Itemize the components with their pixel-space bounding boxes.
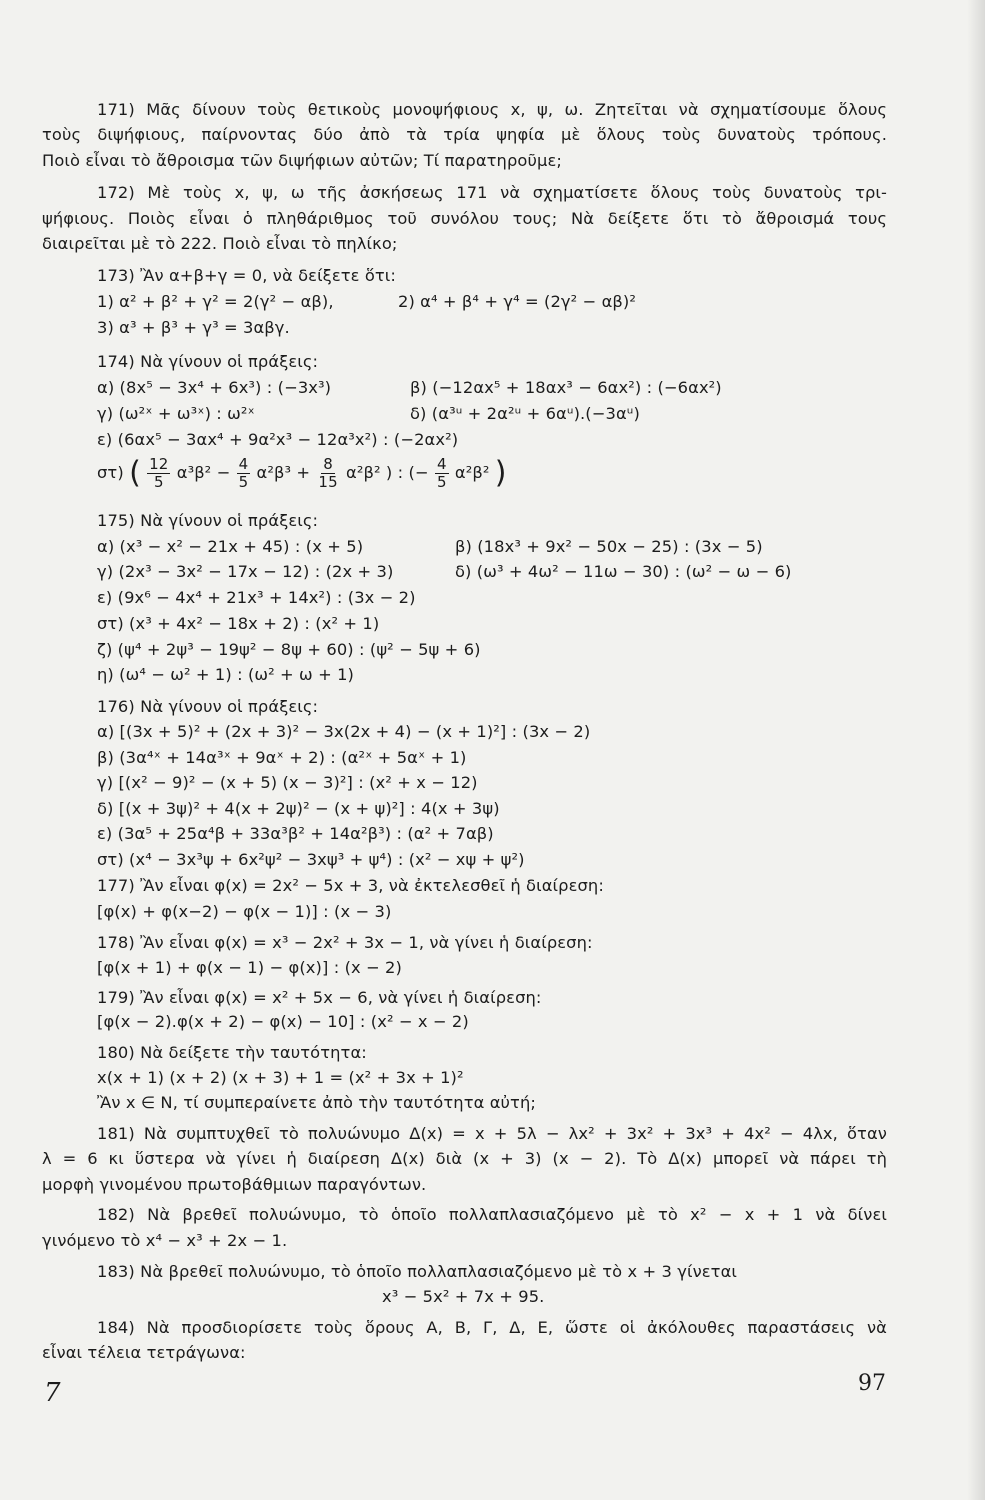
text-line: τοὺς διψήφιους, παίρνοντας δύο ἀπὸ τὰ τρία ψηφία μὲ ὅλους τοὺς δυνατοὺς τρόπους. bbox=[42, 125, 887, 144]
text-line: 175) Νὰ γίνουν οἱ πράξεις: bbox=[97, 511, 319, 530]
fraction: $\frac{4}{5}$ bbox=[436, 455, 447, 491]
text-line: ε) (9x⁶ − 4x⁴ + 21x³ + 14x²) : (3x − 2) bbox=[97, 588, 416, 607]
text-line: δ) [(x + 3ψ)² + 4(x + 2ψ)² − (x + ψ)²] : 4(x + 3ψ) bbox=[97, 799, 500, 818]
text-line: [φ(x + 1) + φ(x − 1) − φ(x)] : (x − 2) bbox=[97, 958, 402, 977]
text-line: Ποιὸ εἶναι τὸ ἄθροισμα τῶν διψήφιων αὐτῶν; Τί παρατηροῦμε; bbox=[42, 151, 562, 170]
text-line: 182) Νὰ βρεθεῖ πολυώνυμο, τὸ ὁποῖο πολλαπλασιαζόμενο μὲ τὸ x² − x + 1 νὰ δίνει bbox=[97, 1205, 887, 1224]
text-line: στ) (x⁴ − 3x³ψ + 6x²ψ² − 3xψ³ + ψ⁴) : (x² − xψ + ψ²) bbox=[97, 850, 525, 869]
text-line: 2) α⁴ + β⁴ + γ⁴ = (2γ² − αβ)² bbox=[398, 292, 636, 311]
text-line: εἶναι τέλεια τετράγωνα: bbox=[42, 1343, 246, 1362]
text-line: ζ) (ψ⁴ + 2ψ³ − 19ψ² − 8ψ + 60) : (ψ² − 5ψ + 6) bbox=[97, 640, 481, 659]
text-line: β) (18x³ + 9x² − 50x − 25) : (3x − 5) bbox=[455, 537, 763, 556]
text-line: ψήφιους. Ποιὸς εἶναι ὁ πληθάριθμος τοῦ συνόλου τους; Νὰ δείξετε ὅτι τὸ ἄθροισμά τους bbox=[42, 209, 887, 228]
text-line: Ἂν x ∈ N, τί συμπεραίνετε ἀπὸ τὴν ταυτότητα αὐτή; bbox=[97, 1093, 536, 1112]
text-line: 181) Νὰ συμπτυχθεῖ τὸ πολυώνυμο Δ(x) = x + 5λ − λx² + 3x² + 3x³ + 4x² − 4λx, ὅταν bbox=[97, 1124, 887, 1143]
text-line: διαιρεῖται μὲ τὸ 222. Ποιὸ εἶναι τὸ πηλίκο; bbox=[42, 234, 398, 253]
page-edge-shadow bbox=[967, 0, 985, 1500]
text-line: 176) Νὰ γίνουν οἱ πράξεις: bbox=[97, 697, 319, 716]
text-line: 184) Νὰ προσδιορίσετε τοὺς ὅρους Α, Β, Γ, Δ, Ε, ὥστε οἱ ἀκόλουθες παραστάσεις νὰ bbox=[97, 1318, 887, 1337]
text-line: 177) Ἂν εἶναι φ(x) = 2x² − 5x + 3, νὰ ἐκτελεσθεῖ ἡ διαίρεση: bbox=[97, 876, 604, 895]
text-line: η) (ω⁴ − ω² + 1) : (ω² + ω + 1) bbox=[97, 665, 354, 684]
open-paren: ( bbox=[129, 455, 141, 491]
text-line: δ) (α³ᵘ + 2α²ᵘ + 6αᵘ).(−3αᵘ) bbox=[410, 404, 640, 423]
text-line: μορφὴ γινομένου πρωτοβάθμιων παραγόντων. bbox=[42, 1175, 427, 1194]
text-line: β) (3α⁴ˣ + 14α³ˣ + 9αˣ + 2) : (α²ˣ + 5αˣ + 1) bbox=[97, 748, 467, 767]
text-line: 1) α² + β² + γ² = 2(γ² − αβ), bbox=[97, 292, 334, 311]
text-line: 178) Ἂν εἶναι φ(x) = x³ − 2x² + 3x − 1, νὰ γίνει ἡ διαίρεση: bbox=[97, 933, 593, 952]
text-line: 183) Νὰ βρεθεῖ πολυώνυμο, τὸ ὁποῖο πολλαπλασιαζόμενο μὲ τὸ x + 3 γίνεται bbox=[97, 1262, 738, 1281]
text-line: 3) α³ + β³ + γ³ = 3αβγ. bbox=[97, 318, 290, 337]
text-line: δ) (ω³ + 4ω² − 11ω − 30) : (ω² − ω − 6) bbox=[455, 562, 792, 581]
fraction: $\frac{4}{5}$ bbox=[238, 455, 249, 491]
text-line: α) (x³ − x² − 21x + 45) : (x + 5) bbox=[97, 537, 364, 556]
text-line: γινόμενο τὸ x⁴ − x³ + 2x − 1. bbox=[42, 1231, 288, 1250]
text-line: x(x + 1) (x + 2) (x + 3) + 1 = (x² + 3x + 1)² bbox=[97, 1068, 464, 1087]
text-line: 172) Μὲ τοὺς x, ψ, ω τῆς ἀσκήσεως 171 νὰ σχηματίσετε ὅλους τοὺς δυνατοὺς τρι- bbox=[97, 183, 887, 202]
text-line: ε) (6αx⁵ − 3αx⁴ + 9α²x³ − 12α³x²) : (−2αx²) bbox=[97, 430, 459, 449]
item-label: στ) bbox=[97, 463, 124, 482]
text-line: γ) (2x³ − 3x² − 17x − 12) : (2x + 3) bbox=[97, 562, 394, 581]
text-line: [φ(x − 2).φ(x + 2) − φ(x) − 10] : (x² − x − 2) bbox=[97, 1012, 469, 1031]
text-line: β) (−12αx⁵ + 18αx³ − 6αx²) : (−6αx²) bbox=[410, 378, 722, 397]
text-line: λ = 6 κι ὕστερα νὰ γίνει ἡ διαίρεση Δ(x) διὰ (x + 3) (x − 2). Τὸ Δ(x) μπορεῖ νὰ πάρει τὴ bbox=[42, 1149, 887, 1168]
close-paren: ) bbox=[494, 455, 507, 491]
text-line: [φ(x) + φ(x−2) − φ(x − 1)] : (x − 3) bbox=[97, 902, 392, 921]
text-line: στ) (x³ + 4x² − 18x + 2) : (x² + 1) bbox=[97, 614, 380, 633]
signature-mark: 7 bbox=[44, 1378, 61, 1408]
fraction-expression: στ) ( $\frac{12}{5}$ α³β² − $\frac{4}{5}$ α²β³ + $\frac{8}{15}$ α²β² ) : (− $\frac{4}{5}$ α²β² ) bbox=[97, 455, 507, 491]
text-line: ε) (3α⁵ + 25α⁴β + 33α³β² + 14α²β³) : (α² + 7αβ) bbox=[97, 824, 494, 843]
text-line: α) (8x⁵ − 3x⁴ + 6x³) : (−3x³) bbox=[97, 378, 332, 397]
text-line: x³ − 5x² + 7x + 95. bbox=[382, 1287, 545, 1306]
fraction: $\frac{8}{15}$ bbox=[318, 455, 338, 491]
text-line: 174) Νὰ γίνουν οἱ πράξεις: bbox=[97, 352, 319, 371]
text-line: 173) Ἂν α+β+γ = 0, νὰ δείξετε ὅτι: bbox=[97, 266, 396, 285]
text-line: 171) Μᾶς δίνουν τοὺς θετικοὺς μονοψήφιους x, ψ, ω. Ζητεῖται νὰ σχηματίσουμε ὅλους bbox=[97, 100, 887, 119]
text-line: γ) (ω²ˣ + ω³ˣ) : ω²ˣ bbox=[97, 404, 255, 423]
fraction: $\frac{12}{5}$ bbox=[149, 455, 169, 491]
text-line: α) [(3x + 5)² + (2x + 3)² − 3x(2x + 4) − (x + 1)²] : (3x − 2) bbox=[97, 722, 591, 741]
text-line: 180) Νὰ δείξετε τὴν ταυτότητα: bbox=[97, 1043, 367, 1062]
text-line: 179) Ἂν εἶναι φ(x) = x² + 5x − 6, νὰ γίνει ἡ διαίρεση: bbox=[97, 988, 542, 1007]
page-number: 97 bbox=[858, 1371, 886, 1396]
text-line: γ) [(x² − 9)² − (x + 5) (x − 3)²] : (x² + x − 12) bbox=[97, 773, 478, 792]
